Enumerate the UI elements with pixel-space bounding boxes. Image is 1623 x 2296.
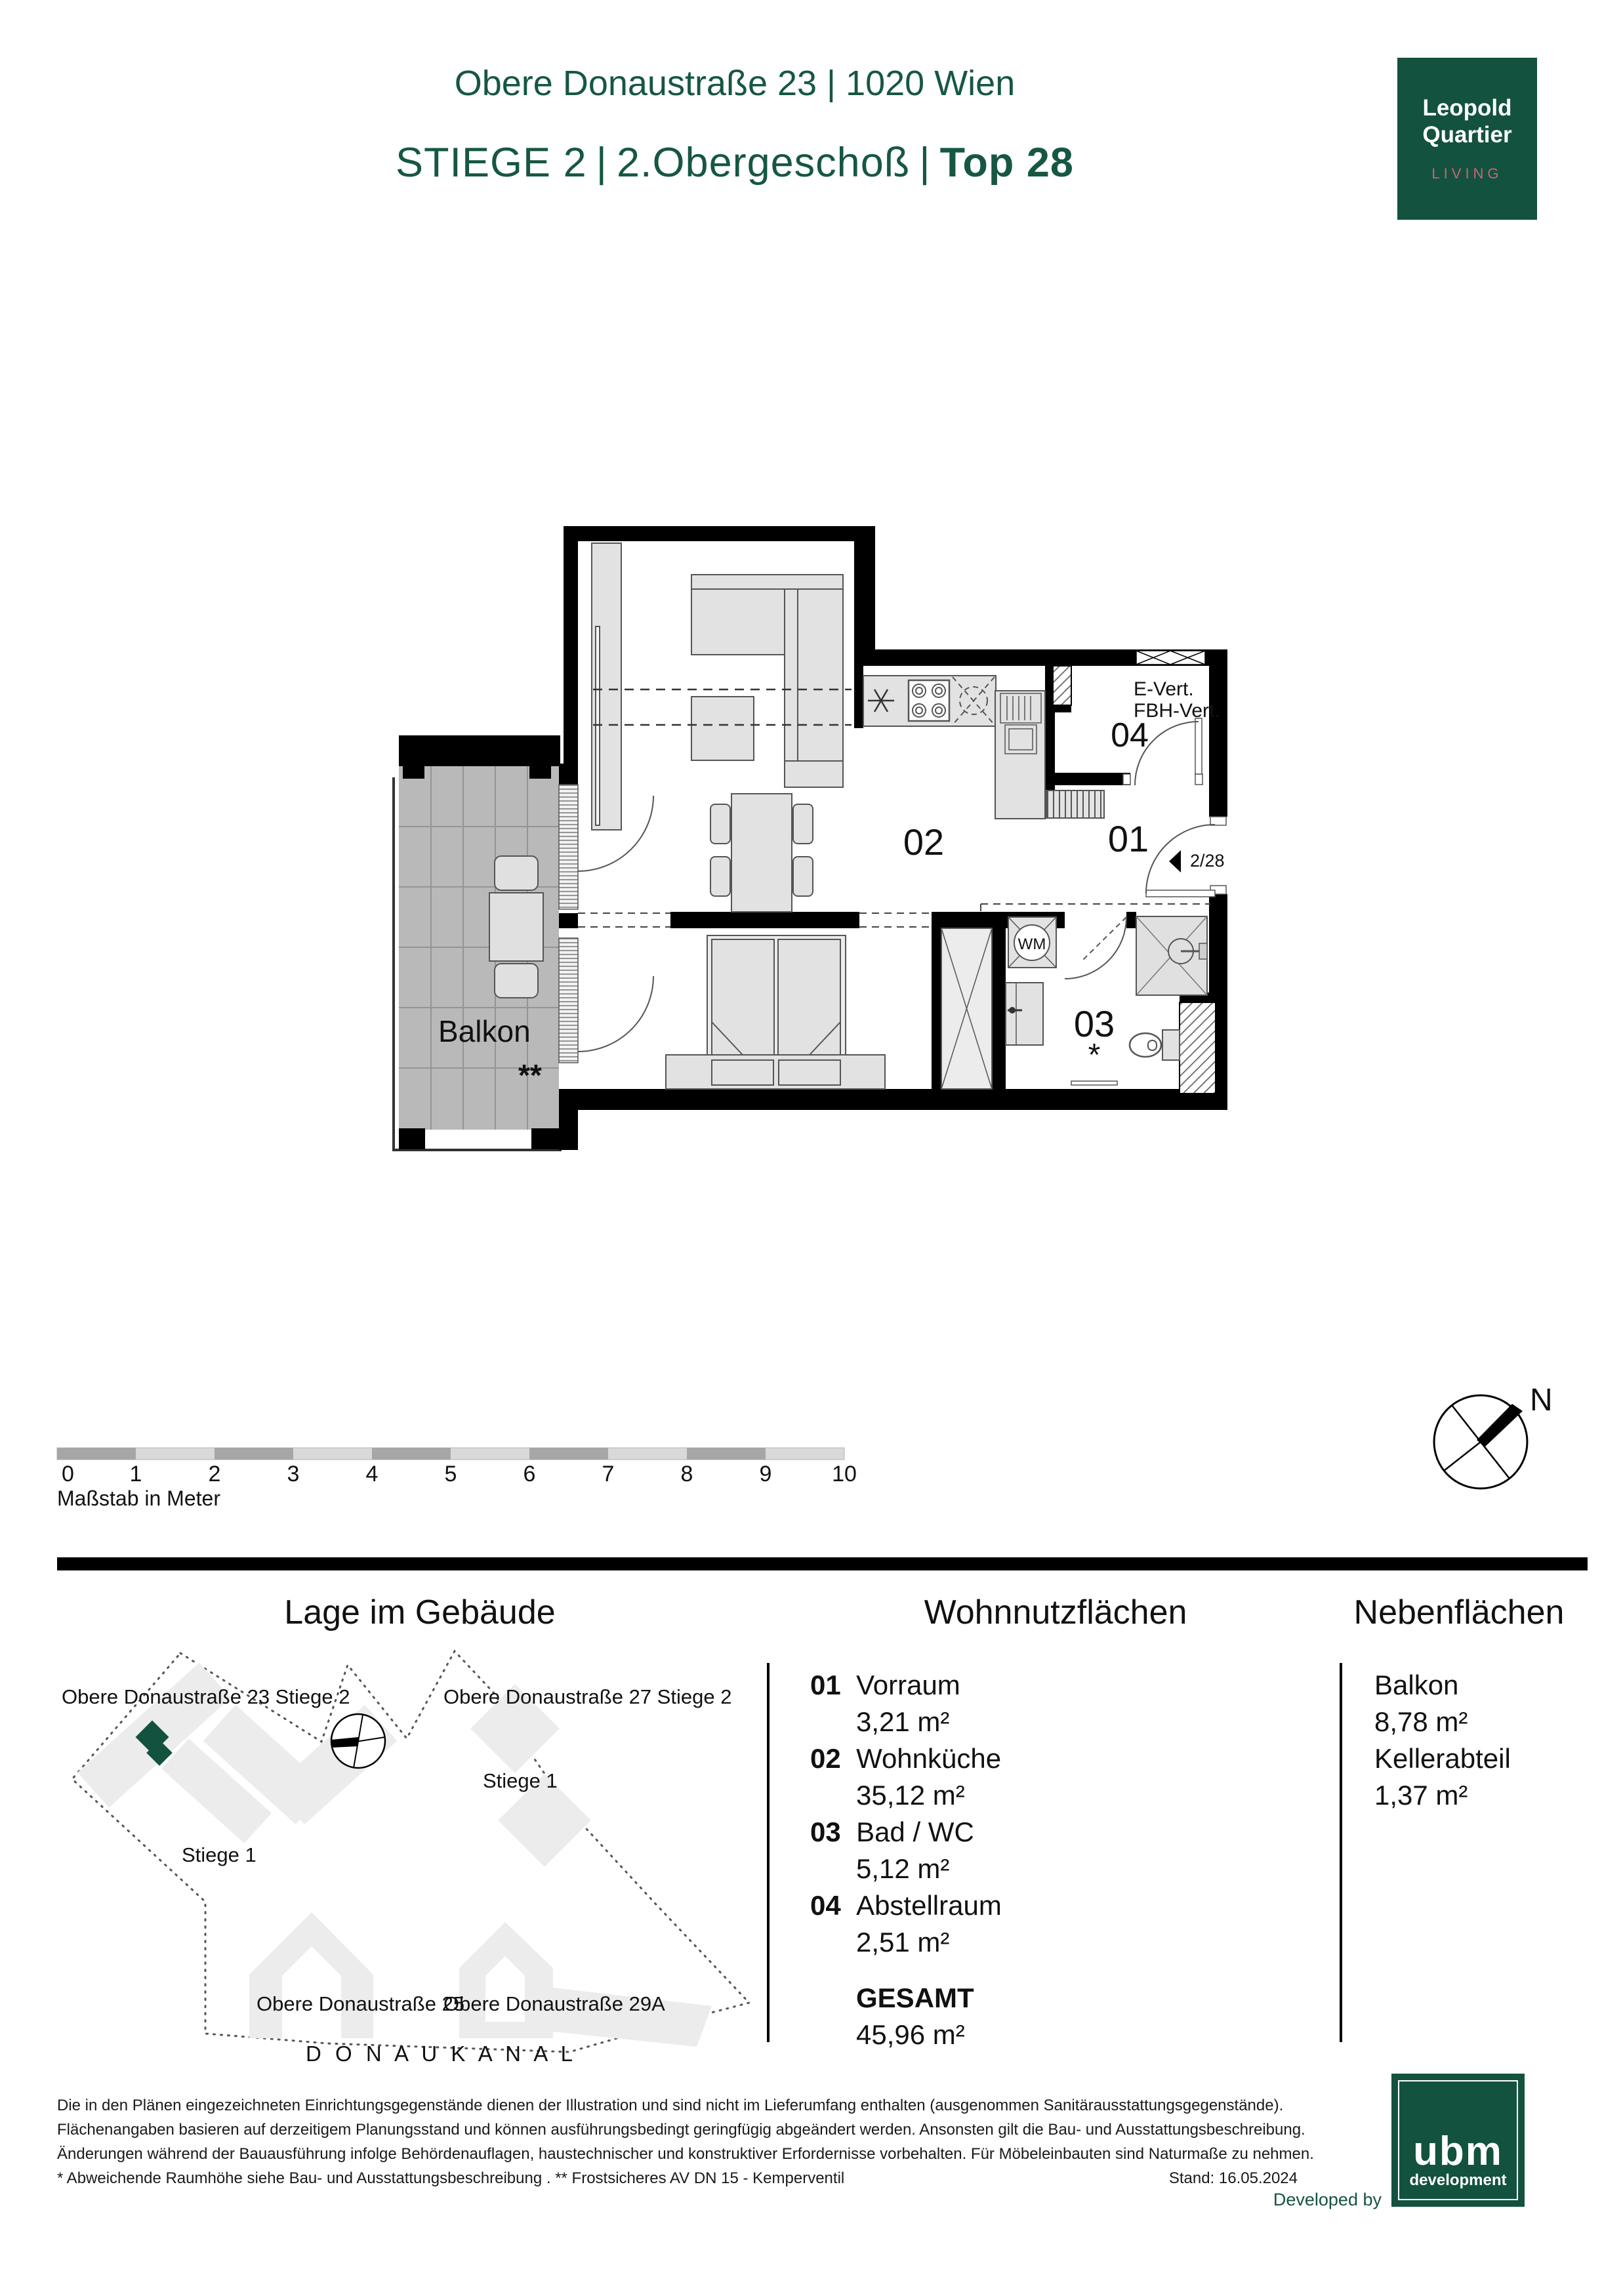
page-title-address: Obere Donaustraße 23 | 1020 Wien: [454, 64, 1016, 103]
shower: [1136, 916, 1207, 995]
evert-vent-symbol: [1136, 651, 1205, 665]
shaft-hatch: [1180, 1002, 1216, 1094]
gesamt-label: GESAMT: [856, 1982, 974, 2013]
stand-date: Stand: 16.05.2024: [1168, 2169, 1298, 2187]
developed-by-label: Developed by: [1273, 2190, 1382, 2209]
scale-tick: 5: [444, 1462, 457, 1486]
list-row: [810, 1670, 960, 1701]
north-needle: [1477, 1404, 1523, 1447]
footer-line: Flächenangaben basieren auf derzeitigem Planungsstand und können ausführungsbedingt geringfügig abgeändert werden. Ansonsten gilt die Bau- und Ausstattungsbeschreibung.: [57, 2121, 1305, 2139]
balcony: [392, 766, 562, 1151]
room-label-03: 03: [1073, 1003, 1115, 1044]
room-number: 01: [810, 1670, 841, 1700]
logo-line-quartier: Quartier: [1422, 121, 1512, 148]
scale-bar: [57, 1448, 857, 1510]
scale-tick: 7: [602, 1462, 615, 1486]
list-row: [810, 1816, 974, 1848]
site-compass: [331, 1714, 385, 1768]
headboard: [666, 1055, 885, 1089]
site-label-ods29a: Obere Donaustraße 29A: [443, 1992, 665, 2015]
section-title-neben: Nebenflächen: [1353, 1593, 1565, 1631]
mattress: [778, 939, 840, 1056]
neben-name: Balkon: [1374, 1670, 1459, 1700]
room-label-02: 02: [903, 821, 945, 863]
neben-name: Kellerabteil: [1374, 1743, 1511, 1774]
wm-label: WM: [1017, 935, 1046, 953]
scale-caption: Maßstab in Meter: [57, 1486, 220, 1510]
site-label-ods25: Obere Donaustraße 25: [257, 1992, 465, 2015]
room-number: 04: [810, 1890, 841, 1921]
balkon-label: Balkon: [438, 1014, 531, 1048]
north-label: N: [1530, 1383, 1553, 1418]
site-label-stiege1-left: Stiege 1: [182, 1843, 257, 1866]
separator: |: [919, 140, 931, 186]
star-note: *: [1088, 1038, 1101, 1073]
scale-tick: 6: [523, 1462, 536, 1486]
scale-tick: 4: [365, 1462, 379, 1486]
kitchen: [863, 676, 1045, 819]
site-buildings: [77, 1663, 712, 2047]
site-plan: [62, 1651, 749, 2066]
chair: [710, 857, 730, 896]
section-divider: [57, 1557, 1588, 1570]
section-title-lage: Lage im Gebäude: [284, 1593, 556, 1631]
logo-line-leopold: Leopold: [1422, 95, 1512, 121]
washbasin: [1006, 983, 1043, 1045]
balcony-table: [489, 893, 543, 961]
room-area: 5,12 m²: [856, 1853, 950, 1884]
room-name: Bad / WC: [856, 1816, 974, 1847]
footer-line: Die in den Plänen eingezeichneten Einrichtungsgegenstände dienen der Illustration und sind nicht im Lieferumfang enthalten (ausgenommen Sanitärausstattungsgegenstände).: [57, 2097, 1284, 2114]
north-compass: [1434, 1383, 1553, 1488]
room-name: Abstellraum: [856, 1890, 1002, 1921]
top-number-label: Top 28: [939, 140, 1074, 186]
toilet: [1130, 1030, 1180, 1060]
coffee-table: [691, 697, 754, 760]
site-label-donaukanal: D O N A U K A N A L: [306, 2041, 577, 2066]
door-tag-label: 2/28: [1190, 851, 1225, 871]
floorplan: [392, 526, 1227, 1151]
separator: |: [596, 140, 607, 186]
living-room-furniture: [592, 543, 843, 912]
ubm-subtitle: development: [1409, 2171, 1507, 2189]
balcony-railing: [392, 777, 395, 1151]
room-name: Vorraum: [856, 1670, 960, 1700]
scale-tick: 2: [208, 1462, 221, 1486]
coat-rack: [1046, 790, 1104, 818]
ubm-logo: [1391, 2074, 1525, 2207]
scale-tick: 9: [759, 1462, 772, 1486]
evert-label: E-Vert.: [1134, 678, 1194, 700]
room-number: 02: [810, 1743, 841, 1774]
double-star-note: **: [518, 1058, 542, 1092]
door-direction-triangle: [1169, 850, 1181, 872]
door-arc: [578, 976, 653, 1052]
neben-area: 1,37 m²: [1374, 1780, 1468, 1811]
column-divider: [767, 1663, 770, 2042]
ubm-logo-frame: [1398, 2080, 1518, 2200]
shaft-hatch: [1053, 666, 1071, 705]
chair: [710, 804, 730, 844]
room-area: 2,51 m²: [856, 1927, 950, 1958]
floor-label: 2.Obergeschoß: [617, 140, 911, 186]
room-area: 3,21 m²: [856, 1706, 950, 1737]
list-row: [810, 1890, 1002, 1921]
ubm-wordmark: ubm: [1413, 2129, 1503, 2175]
section-title-wohnnutz: Wohnnutzflächen: [924, 1593, 1187, 1631]
stiege-label: STIEGE 2: [396, 140, 587, 186]
fbhvert-label: FBH-Vert.: [1134, 700, 1220, 722]
logo-line-living: LIVING: [1431, 165, 1503, 182]
gesamt-area: 45,96 m²: [856, 2019, 965, 2050]
footer-line: * Abweichende Raumhöhe siehe Bau- und Ausstattungsbeschreibung . ** Frostsicheres AV DN 15 - Kemperventil: [57, 2169, 845, 2187]
room-area: 35,12 m²: [856, 1780, 965, 1811]
scale-tick: 10: [832, 1462, 857, 1486]
list-row: [810, 1743, 1001, 1774]
footer-line: Änderungen während der Bauausführung infolge Behördenauflagen, haustechnischer und konstruktiver Erfordernisse vorbehalten. Für Möbeleinbauten sind Naturmaße zu nehmen.: [57, 2145, 1314, 2163]
towel-rail: [1071, 1081, 1117, 1085]
scale-tick: 8: [680, 1462, 693, 1486]
balcony-chair: [495, 856, 538, 890]
sleeping-area: [666, 928, 992, 1089]
chair: [793, 804, 813, 844]
balcony-chair: [495, 964, 538, 998]
chair: [793, 857, 813, 896]
neben-area: 8,78 m²: [1374, 1706, 1468, 1737]
room-label-04: 04: [1111, 716, 1149, 754]
mattress: [712, 939, 774, 1056]
room-number: 03: [810, 1816, 841, 1847]
scale-tick: 0: [62, 1462, 74, 1486]
room-label-01: 01: [1107, 818, 1149, 859]
room-name: Wohnküche: [856, 1743, 1002, 1774]
site-label-stiege1-right: Stiege 1: [483, 1769, 558, 1792]
scale-tick: 3: [287, 1462, 300, 1486]
site-label-ods23: Obere Donaustraße 23 Stiege 2: [62, 1685, 350, 1708]
dining-table: [731, 794, 792, 912]
column-divider: [1340, 1663, 1342, 2042]
site-label-ods27: Obere Donaustraße 27 Stiege 2: [443, 1685, 732, 1708]
scale-tick: 1: [129, 1462, 142, 1486]
